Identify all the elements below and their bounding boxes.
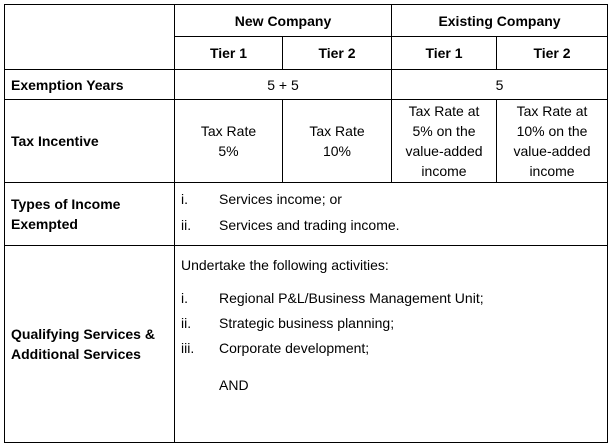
tax-new-tier1-line: 5% <box>218 143 239 159</box>
tax-existing-tier1-line: value-added <box>405 143 483 159</box>
tax-new-tier2 <box>283 100 392 183</box>
header-row-company <box>5 5 608 37</box>
list-number: i. <box>181 191 188 207</box>
row-types-of-income <box>5 183 608 246</box>
types-of-income-label-line: Types of Income <box>11 196 121 212</box>
header-existing-tier1: Tier 1 <box>392 37 497 70</box>
list-number: iii. <box>181 340 195 356</box>
list-text: Services and trading income. <box>219 217 400 233</box>
row-tax-incentive <box>5 100 608 183</box>
header-new-tier2: Tier 2 <box>283 37 392 70</box>
row-exemption-years <box>5 70 608 100</box>
tax-existing-tier1-line: income <box>421 163 467 179</box>
header-existing-tier2: Tier 2 <box>497 37 608 70</box>
qualifying-label-line: Additional Services <box>11 346 141 362</box>
tax-new-tier2-line: Tax Rate <box>309 123 365 139</box>
types-of-income-list <box>175 183 608 246</box>
tax-existing-tier2-line: Tax Rate at <box>516 103 588 119</box>
types-of-income-label-line: Exempted <box>11 216 78 232</box>
tax-incentive-label: Tax Incentive <box>5 100 175 183</box>
qualifying-list-item <box>175 313 607 333</box>
list-text: Corporate development; <box>219 340 370 356</box>
income-list-item <box>175 189 607 209</box>
tax-new-tier1-line: Tax Rate <box>200 123 257 139</box>
qualifying-list-item <box>175 338 607 358</box>
tax-existing-tier1-line: 5% on the <box>412 123 476 139</box>
tax-existing-tier2 <box>497 100 608 183</box>
tax-existing-tier1 <box>392 100 497 183</box>
exemption-years-label: Exemption Years <box>5 70 175 100</box>
tax-existing-tier2-line: value-added <box>513 143 591 159</box>
income-list-item <box>175 215 607 235</box>
header-new-company: New Company <box>175 5 392 37</box>
tax-new-tier2-line: 10% <box>322 143 352 159</box>
list-text: Strategic business planning; <box>219 315 395 331</box>
qualifying-label-line: Qualifying Services & <box>11 326 155 342</box>
list-number: ii. <box>181 315 192 331</box>
qualifying-services-content <box>175 246 608 443</box>
list-text: Regional P&L/Business Management Unit; <box>219 290 484 306</box>
header-blank-cell <box>5 5 175 70</box>
qualifying-intro: Undertake the following activities: <box>181 257 389 273</box>
tax-existing-tier2-line: income <box>529 163 575 179</box>
qualifying-and-text: AND <box>219 377 249 393</box>
qualifying-list-item <box>175 288 607 308</box>
qualifying-services-label <box>5 246 175 443</box>
header-new-tier1: Tier 1 <box>175 37 283 70</box>
tax-existing-tier2-line: 10% on the <box>516 123 588 139</box>
types-of-income-label <box>5 183 175 246</box>
header-existing-company: Existing Company <box>392 5 608 37</box>
exemption-new-value: 5 + 5 <box>175 70 392 100</box>
tax-existing-tier1-line: Tax Rate at <box>408 103 480 119</box>
exemption-existing-value: 5 <box>392 70 608 100</box>
row-qualifying-services <box>5 246 608 443</box>
tax-incentive-table <box>4 4 608 443</box>
tax-new-tier1 <box>175 100 283 183</box>
list-number: ii. <box>181 217 192 233</box>
list-number: i. <box>181 290 188 306</box>
list-text: Services income; or <box>219 191 342 207</box>
